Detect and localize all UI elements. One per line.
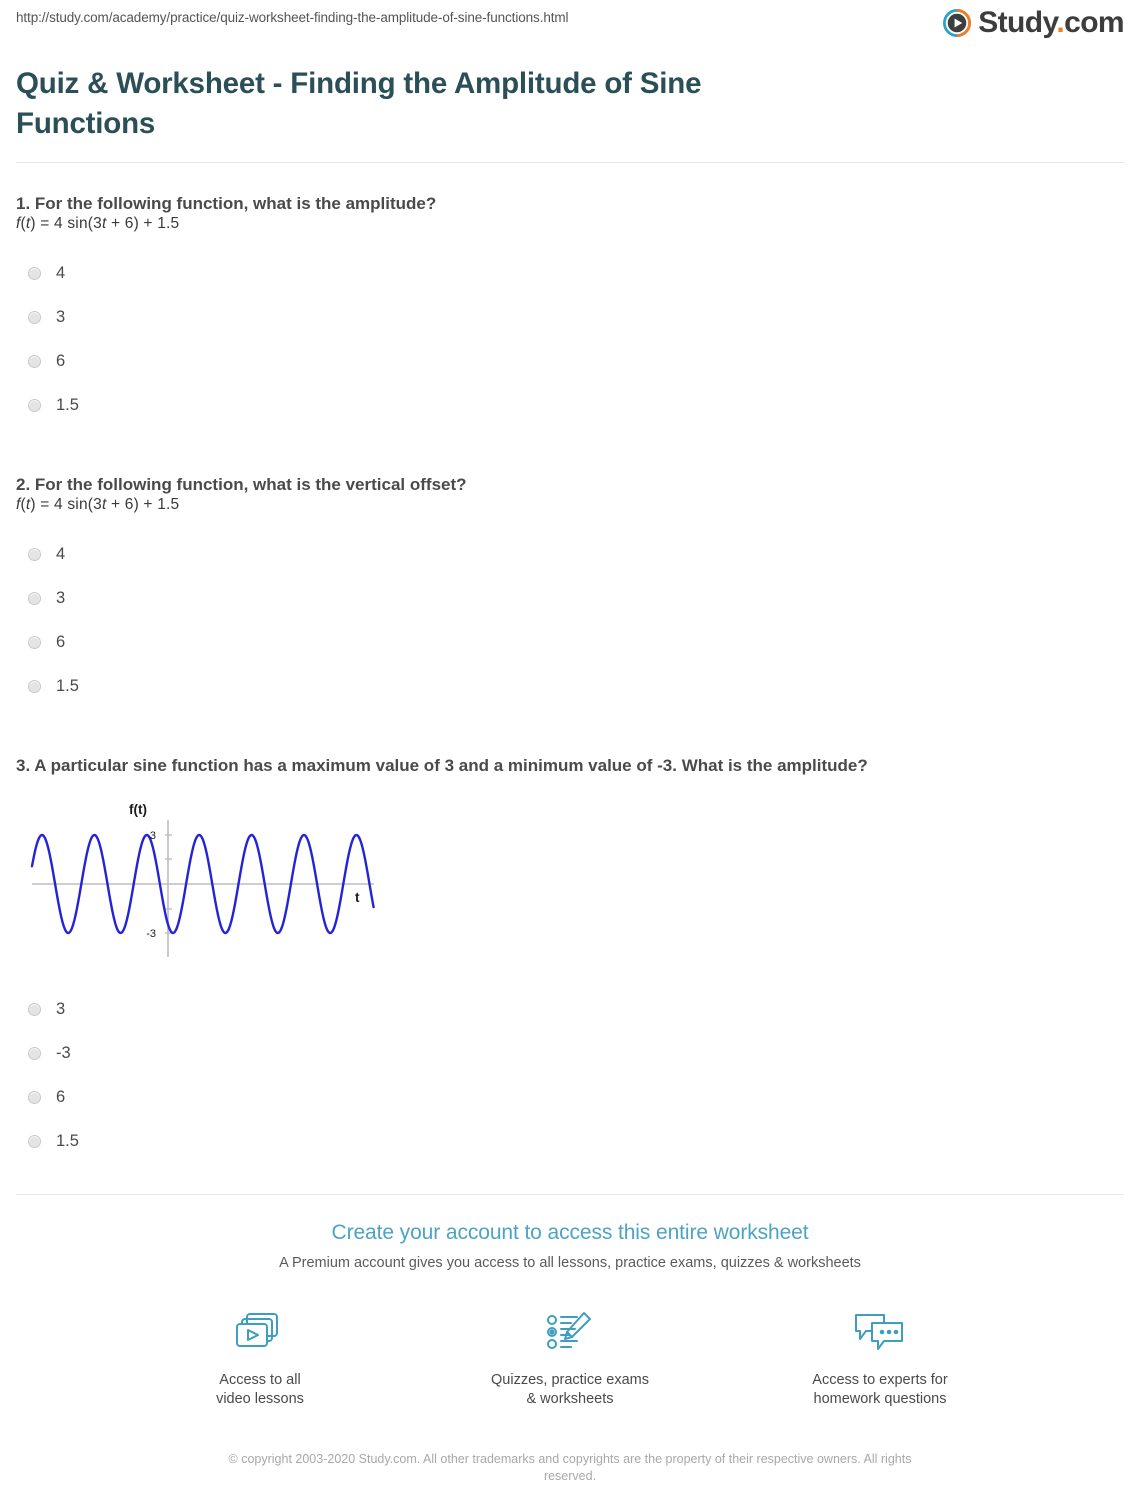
- formula-var-t1: t: [25, 496, 31, 514]
- formula-f: f: [16, 496, 21, 514]
- option-label: -3: [56, 1044, 71, 1063]
- feature-video-lessons: [165, 1307, 355, 1409]
- option-row[interactable]: [16, 252, 1124, 296]
- formula-f: f: [16, 215, 21, 233]
- radio-button-icon[interactable]: [28, 399, 41, 412]
- formula-var-t2: t: [101, 215, 107, 233]
- copyright-text: © copyright 2003-2020 Study.com. All other trademarks and copyrights are the property of their respective owners. All rights reserved.: [228, 1451, 912, 1483]
- video-lessons-icon: [165, 1307, 355, 1359]
- options-list: [16, 988, 1124, 1164]
- options-list: [16, 533, 1124, 709]
- options-list: [16, 252, 1124, 428]
- feature-caption-line2: & worksheets: [526, 1390, 614, 1407]
- option-label: 4: [56, 545, 66, 564]
- option-row[interactable]: [16, 296, 1124, 340]
- option-label: 6: [56, 1088, 66, 1107]
- option-row[interactable]: [16, 665, 1124, 709]
- option-label: 1.5: [56, 1132, 79, 1151]
- radio-button-icon[interactable]: [28, 1091, 41, 1104]
- formula-open: (: [20, 215, 26, 233]
- option-row[interactable]: [16, 340, 1124, 384]
- feature-experts: [785, 1307, 975, 1409]
- cta-subheading: A Premium account gives you access to all lessons, practice exams, quizzes & worksheets: [279, 1254, 861, 1271]
- radio-button-icon[interactable]: [28, 1135, 41, 1148]
- option-label: 3: [56, 308, 66, 327]
- url-bar-text: http://study.com/academy/practice/quiz-worksheet-finding-the-amplitude-of-sine-functions.html: [16, 10, 569, 25]
- option-label: 4: [56, 264, 66, 283]
- option-row[interactable]: [16, 988, 1124, 1032]
- quiz-pencil-icon: [475, 1307, 665, 1359]
- brand-name: [978, 8, 1124, 38]
- radio-button-icon[interactable]: [28, 267, 41, 280]
- option-label: 6: [56, 352, 66, 371]
- cta-section: [0, 1195, 1140, 1485]
- radio-button-icon[interactable]: [28, 680, 41, 693]
- formula-mid: ) = 4 sin(3: [30, 496, 102, 514]
- play-circle-icon: [943, 9, 971, 37]
- option-row[interactable]: [16, 533, 1124, 577]
- page-header: [0, 0, 1140, 52]
- radio-button-icon[interactable]: [28, 311, 41, 324]
- brand-name-tld: com: [1064, 6, 1124, 39]
- option-row[interactable]: [16, 384, 1124, 428]
- option-label: 3: [56, 1000, 66, 1019]
- feature-caption-line1: Quizzes, practice exams: [491, 1371, 649, 1388]
- radio-button-icon[interactable]: [28, 1047, 41, 1060]
- chat-bubbles-icon: [785, 1307, 975, 1359]
- feature-caption-line2: homework questions: [813, 1390, 947, 1407]
- feature-caption-line1: Access to experts for: [812, 1371, 948, 1388]
- option-label: 6: [56, 633, 66, 652]
- chart-y-tick-label-negative: -3: [146, 927, 156, 940]
- feature-caption-line1: Access to all: [219, 1371, 301, 1388]
- chart-ylabel: f(t): [129, 801, 147, 817]
- formula-tail: + 6) + 1.5: [106, 215, 180, 233]
- question-block-1: [16, 163, 1124, 428]
- radio-button-icon[interactable]: [28, 636, 41, 649]
- option-label: 3: [56, 589, 66, 608]
- radio-button-icon[interactable]: [28, 355, 41, 368]
- feature-caption-line2: video lessons: [216, 1390, 304, 1407]
- question-formula: [16, 496, 1124, 515]
- question-formula: [16, 215, 1124, 234]
- cta-heading-link[interactable]: Create your account to access this entire worksheet: [331, 1220, 809, 1244]
- feature-caption: [785, 1371, 975, 1409]
- question-block-3: [16, 725, 1124, 1164]
- radio-button-icon[interactable]: [28, 592, 41, 605]
- option-row[interactable]: [16, 1032, 1124, 1076]
- question-prompt: 1. For the following function, what is the amplitude?: [16, 194, 437, 213]
- sine-wave-chart: [16, 790, 396, 970]
- brand-name-primary: Study: [978, 6, 1057, 39]
- formula-mid: ) = 4 sin(3: [30, 215, 102, 233]
- option-row[interactable]: [16, 1076, 1124, 1120]
- formula-tail: + 6) + 1.5: [106, 496, 180, 514]
- feature-caption: [475, 1371, 665, 1409]
- option-label: 1.5: [56, 396, 79, 415]
- formula-open: (: [20, 496, 26, 514]
- feature-quizzes: [475, 1307, 665, 1409]
- radio-button-icon[interactable]: [28, 548, 41, 561]
- option-row[interactable]: [16, 1120, 1124, 1164]
- features-row: [0, 1307, 1140, 1409]
- chart-y-tick-label-positive: 3: [149, 829, 156, 842]
- option-label: 1.5: [56, 677, 79, 696]
- brand-dot: .: [1056, 6, 1065, 39]
- question-prompt: 2. For the following function, what is the vertical offset?: [16, 474, 467, 494]
- page-title: Quiz & Worksheet - Finding the Amplitude of Sine Functions: [16, 67, 702, 140]
- question-block-2: [16, 444, 1124, 709]
- chart-xlabel: t: [355, 889, 360, 905]
- question-prompt: 3. A particular sine function has a maximum value of 3 and a minimum value of -3. What is the amplitude?: [16, 755, 868, 775]
- option-row[interactable]: [16, 621, 1124, 665]
- radio-button-icon[interactable]: [28, 1003, 41, 1016]
- formula-var-t2: t: [101, 496, 107, 514]
- study-com-logo[interactable]: [943, 8, 1124, 38]
- feature-caption: [165, 1371, 355, 1409]
- formula-var-t1: t: [25, 215, 31, 233]
- option-row[interactable]: [16, 577, 1124, 621]
- sine-wave-svg: [16, 790, 396, 970]
